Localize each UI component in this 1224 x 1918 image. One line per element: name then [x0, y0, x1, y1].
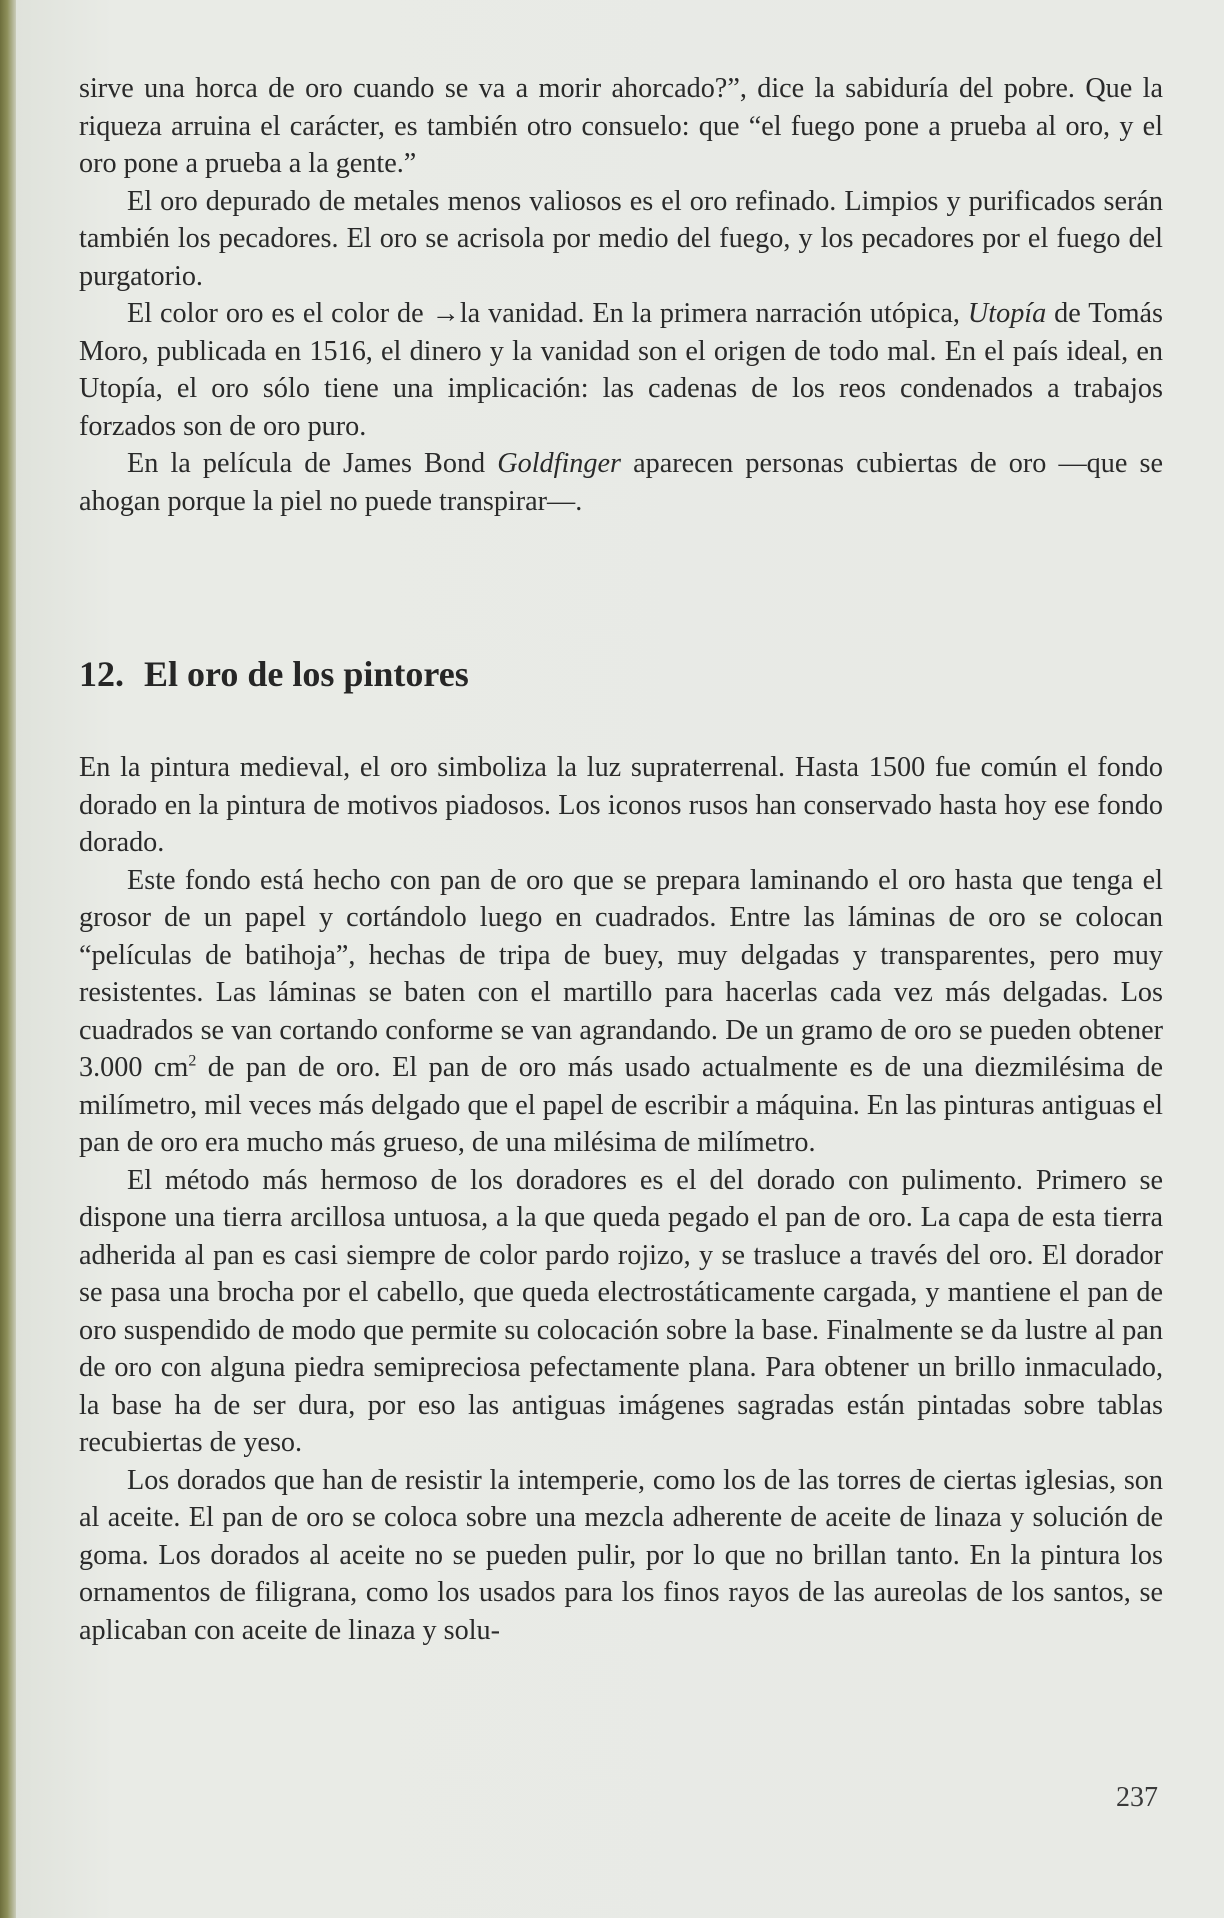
bond-paragraph: [79, 445, 1163, 520]
oil-gilding-paragraph: Los dorados que han de resistir la intemperie, como los de las torres de ciertas iglesias, son al aceite. El pan de oro se coloca sobre una mezcla adherente de aceite de linaza y solución de goma. Los dorados al aceite no se pueden pulir, por lo que no brillan tanto. En la pintura los ornamentos de filigrana, como los usados para los finos rayos de las aureolas de los santos, se aplicaban con aceite de linaza y solu-: [79, 1464, 1163, 1646]
utopia-title: Utopía: [967, 298, 1047, 329]
medieval-gold-paragraph: En la pintura medieval, el oro simboliza la luz supraterrenal. Hasta 1500 fue común el fondo dorado en la pintura de motivos piadosos. Los iconos rusos han conservado hasta hoy ese fondo dorado.: [79, 752, 1163, 858]
page-content: [79, 70, 1163, 1649]
section-number: 12.: [79, 654, 124, 694]
vanity-text-3: de Tomás Moro, publicada en 1516, el dinero y la vanidad son el origen de todo mal. En el país ideal, en Utopía, el oro sólo tiene una implicación: las cadenas de los reos condenados a trabajos forzados son de oro puro.: [79, 298, 1163, 442]
goldfinger-title: Goldfinger: [497, 448, 621, 479]
book-binding-edge: [0, 0, 16, 1918]
vanity-paragraph: [79, 295, 1163, 445]
bond-text-1: En la película de James Bond: [127, 448, 498, 479]
vanity-text-1: El color oro es el color de: [127, 298, 432, 329]
cross-reference-arrow-icon: →: [431, 298, 460, 329]
section-title: El oro de los pintores: [144, 654, 469, 694]
page-number: 237: [1116, 1782, 1158, 1813]
section-heading: [79, 651, 1163, 697]
superscript-2: 2: [188, 1052, 197, 1070]
vanity-text-2: la vanidad. En la primera narración utópica,: [459, 298, 968, 329]
burnish-gilding-paragraph: El método más hermoso de los doradores es el del dorado con pulimento. Primero se dispone una tierra arcillosa untuosa, a la que queda pegado el pan de oro. La capa de esta tierra adherida al pan es casi siempre de color pardo rojizo, y se trasluce a través del oro. El dorador se pasa una brocha por el cabello, que queda electrostáticamente cargada, y mantiene el pan de oro suspendido de modo que permite su colocación sobre la base. Finalmente se da lustre al pan de oro con alguna piedra semipreciosa pefectamente plana. Para obtener un brillo inmaculado, la base ha de ser dura, por eso las antiguas imágenes sagradas están pintadas sobre tablas recubiertas de yeso.: [79, 1164, 1163, 1458]
bond-text-2: aparecen personas cubiertas de oro —que se ahogan porque la piel no puede transpirar—.: [79, 448, 1163, 517]
gold-leaf-paragraph: [79, 862, 1163, 1162]
continued-paragraph: sirve una horca de oro cuando se va a morir ahorcado?”, dice la sabiduría del pobre. Que la riqueza arruina el carácter, es también otro consuelo: que “el fuego pone a prueba al oro, y el oro pone a prueba a la gente.”: [79, 73, 1163, 179]
refined-gold-paragraph: El oro depurado de metales menos valiosos es el oro refinado. Limpios y purificados serán también los pecadores. El oro se acrisola por medio del fuego, y los pecadores por el fuego del purgatorio.: [79, 185, 1163, 292]
gold-leaf-text-1: Este fondo está hecho con pan de oro que se prepara laminando el oro hasta que tenga el grosor de un papel y cortándolo luego en cuadrados. Entre las láminas de oro se colocan “películas de batihoja”, hechas de tripa de buey, muy delgadas y transparentes, pero muy resistentes. Las láminas se baten con el martillo para hacerlas cada vez más delgadas. Los cuadrados se van cortando conforme se van agrandando. De un gramo de oro se pueden obtener 3.000 cm: [79, 864, 1163, 1083]
gold-leaf-text-2: de pan de oro. El pan de oro más usado actualmente es de una diezmilésima de milímetro, mil veces más delgado que el papel de escribir a máquina. En las pinturas antiguas el pan de oro era mucho más grueso, de una milésima de milímetro.: [79, 1052, 1163, 1158]
